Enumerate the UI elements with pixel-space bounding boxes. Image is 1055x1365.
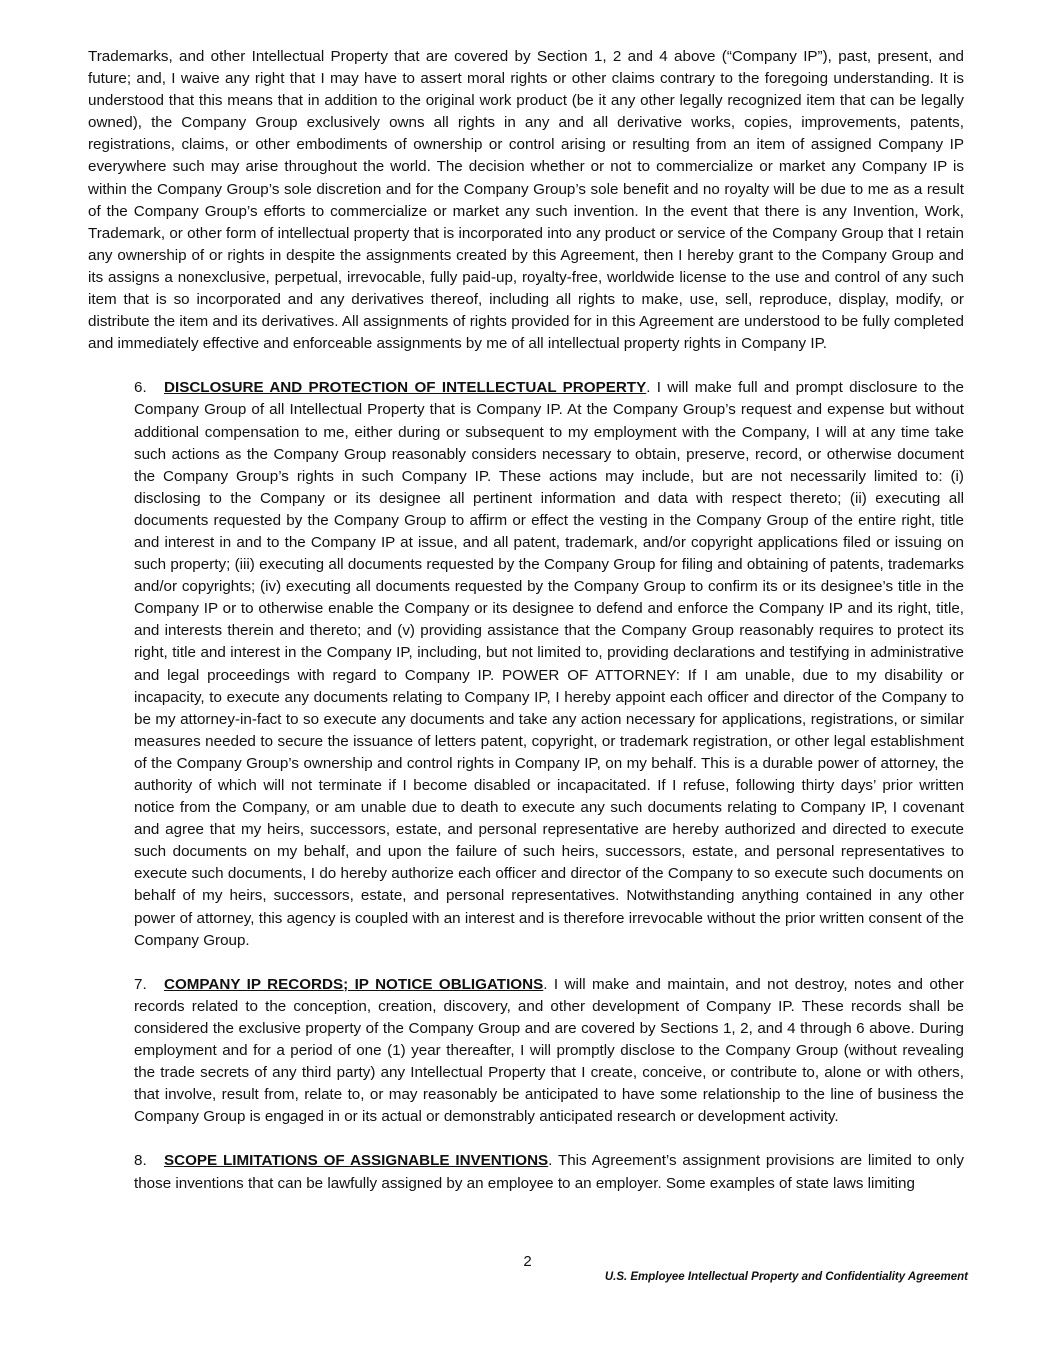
section-6 bbox=[88, 377, 964, 951]
page-number: 2 bbox=[523, 1253, 532, 1270]
section-8 bbox=[88, 1150, 964, 1194]
section-7 bbox=[88, 974, 964, 1129]
section-heading: SCOPE LIMITATIONS OF ASSIGNABLE INVENTIONS bbox=[164, 1152, 549, 1170]
section-body: . I will make and maintain, and not destroy, notes and other records related to the conception, creation, discovery, and other development of Company IP. These records shall be considered the exclusive property of the Company Group and are covered by Sections 1, 2, and 4 through 6 above. During employment and for a period of one (1) year thereafter, I will promptly disclose to the Company Group (without revealing the trade secrets of any third party) any Intellectual Property that I create, conceive, or contribute to, alone or with others, that involve, result from, relate to, or may reasonably be anticipated to have some relationship to the line of business the Company Group is engaged in or its actual or demonstrably anticipated research or development activity. bbox=[134, 975, 964, 1126]
section-number: 8. bbox=[134, 1152, 147, 1170]
section-body: . I will make full and prompt disclosure to the Company Group of all Intellectual Property that is Company IP. At the Company Group’s request and expense but without additional compensation to me, either during or subsequent to my employment with the Company, I will at any time take such actions as the Company Group reasonably considers necessary to obtain, preserve, record, or otherwise document the Company Group’s rights in such Company IP. These actions may include, but are not necessarily limited to: (i) disclosing to the Company or its designee all pertinent information and data with respect thereto; (ii) executing all documents requested by the Company Group to affirm or effect the vesting in the Company Group of the entire right, title and interest in and to the Company IP at issue, and all patent, trademark, and/or copyright applications filed or issuing on such property; (iii) executing all documents requested by the Company Group for filing and obtaining of patents, trademarks and/or copyrights; (iv) executing all documents requested by the Company Group to confirm its or its designee’s title in the Company IP or to otherwise enable the Company or its designee to defend and enforce the Company IP and its right, title, and interests therein and thereto; and (v) providing assistance that the Company Group reasonably requires to protect its right, title and interest in the Company IP, including, but not limited to, providing declarations and testifying in administrative and legal proceedings with regard to Company IP. POWER OF ATTORNEY: If I am unable, due to my disability or incapacity, to execute any documents relating to Company IP, I hereby appoint each officer and director of the Company to be my attorney-in-fact to so execute any documents and take any action necessary for applications, registrations, or similar measures needed to secure the issuance of letters patent, copyright, or trademark registration, or other legal establishment of the Company Group’s ownership and control rights in Company IP, on my behalf. This is a durable power of attorney, the authority of which will not terminate if I become disabled or incapacitated. If I refuse, following thirty days’ prior written notice from the Company, or am unable due to death to execute any such documents relating to Company IP, I covenant and agree that my heirs, successors, estate, and personal representative are hereby authorized and directed to execute such documents on my behalf, and upon the failure of such heirs, successors, estate, and personal representatives to execute such documents, I do hereby authorize each officer and director of the Company to so execute such documents on behalf of my heirs, successors, estate, and personal representatives. Notwithstanding anything contained in any other power of attorney, this agency is coupled with an interest and is therefore irrevocable without the prior written consent of the Company Group. bbox=[134, 379, 964, 949]
section-number: 7. bbox=[134, 975, 147, 993]
section-heading: DISCLOSURE AND PROTECTION OF INTELLECTUAL PROPERTY bbox=[164, 379, 647, 397]
continuation-paragraph: Trademarks, and other Intellectual Property that are covered by Section 1, 2 and 4 above (“Company IP”), past, present, and future; and, I waive any right that I may have to assert moral rights or other claims contrary to the foregoing understanding. It is understood that this means that in addition to the original work product (be it any other legally recognized item that can be legally owned), the Company Group exclusively owns all rights in any and all derivative works, copies, improvements, patents, registrations, claims, or other embodiments of ownership or control arising or resulting from an item of assigned Company IP everywhere such may arise throughout the world. The decision whether or not to commercialize or market any Company IP is within the Company Group’s sole discretion and for the Company Group’s sole benefit and no royalty will be due to me as a result of the Company Group’s efforts to commercialize or market any such invention. In the event that there is any Invention, Work, Trademark, or other form of intellectual property that is incorporated into any product or service of the Company Group that I retain any ownership of or rights in despite the assignments created by this Agreement, then I hereby grant to the Company Group and its assigns a nonexclusive, perpetual, irrevocable, fully paid-up, royalty-free, worldwide license to the use and control of any such item that is so incorporated and any derivatives thereof, including all rights to make, use, sell, reproduce, display, modify, or distribute the item and its derivatives. All assignments of rights provided for in this Agreement are understood to be fully completed and immediately effective and enforceable assignments by me of all intellectual property rights in Company IP. bbox=[88, 48, 964, 353]
footer-title: U.S. Employee Intellectual Property and Confidentiality Agreement bbox=[604, 1271, 968, 1283]
document-page bbox=[88, 46, 964, 1217]
section-heading: COMPANY IP RECORDS; IP NOTICE OBLIGATIONS bbox=[164, 975, 544, 993]
section-number: 6. bbox=[134, 379, 147, 397]
section-body: . This Agreement’s assignment provisions are limited to only those inventions that can be lawfully assigned by an employee to an employer. Some examples of state laws limiting bbox=[134, 1152, 964, 1192]
